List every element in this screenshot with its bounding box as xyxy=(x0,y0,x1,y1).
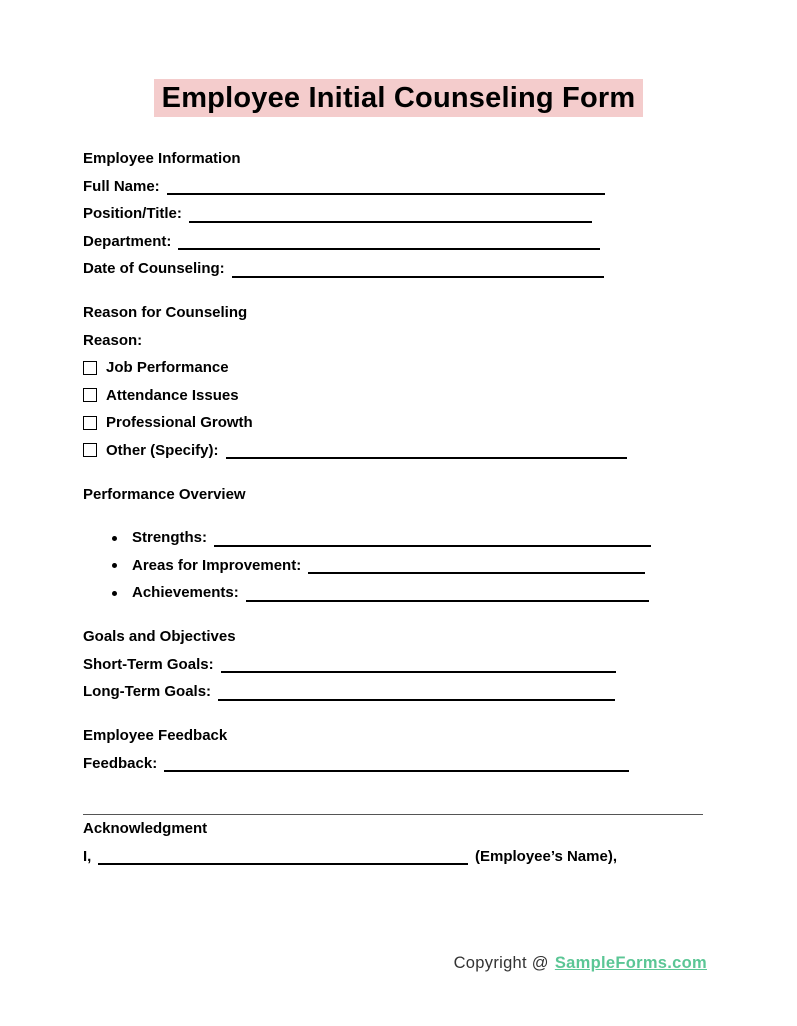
professional-growth-label: Professional Growth xyxy=(106,414,253,431)
sampleforms-link[interactable]: SampleForms.com xyxy=(554,954,707,972)
bullet-row-areas-for-improvement xyxy=(83,552,645,580)
checkbox-row-job-performance xyxy=(83,354,797,382)
reason-subheading: Reason: xyxy=(83,331,143,349)
strengths-label: Strengths: xyxy=(132,529,207,546)
bullet-icon xyxy=(112,591,117,596)
title-container xyxy=(0,0,797,117)
footer xyxy=(454,954,707,973)
bullet-row-achievements xyxy=(83,579,649,607)
field-row-long-term-goals xyxy=(83,678,615,706)
date-of-counseling-label: Date of Counseling: xyxy=(83,260,225,277)
strengths-blank[interactable] xyxy=(214,544,651,547)
bullet-icon xyxy=(112,536,117,541)
areas-for-improvement-blank[interactable] xyxy=(308,571,645,574)
feedback-label: Feedback: xyxy=(83,754,158,772)
attendance-issues-label: Attendance Issues xyxy=(106,386,239,404)
field-row-short-term-goals xyxy=(83,651,616,679)
job-performance-label: Job Performance xyxy=(106,359,229,376)
checkbox-row-attendance-issues xyxy=(83,382,797,410)
professional-growth-checkbox[interactable] xyxy=(83,416,97,430)
full-name-blank[interactable] xyxy=(167,192,605,195)
achievements-label: Achievements: xyxy=(132,584,239,601)
field-row-department xyxy=(83,228,600,256)
field-row-position-title xyxy=(83,200,592,228)
employee-name-blank[interactable] xyxy=(98,862,468,865)
date-of-counseling-blank[interactable] xyxy=(232,275,604,278)
acknowledgment-prefix: I, xyxy=(83,847,92,865)
field-row-date-of-counseling xyxy=(83,255,604,283)
attendance-issues-checkbox[interactable] xyxy=(83,388,97,402)
field-row-feedback xyxy=(83,750,629,778)
bullet-icon xyxy=(112,563,117,568)
checkbox-row-other-specify xyxy=(83,437,627,465)
achievements-blank[interactable] xyxy=(246,599,649,602)
acknowledgment-row xyxy=(83,843,617,871)
other-specify-blank[interactable] xyxy=(226,456,627,459)
long-term-goals-label: Long-Term Goals: xyxy=(83,683,212,700)
form-body xyxy=(0,145,797,870)
section-heading-acknowledgment: Acknowledgment xyxy=(83,820,208,837)
other-specify-label: Other (Specify): xyxy=(106,441,219,459)
section-heading-goals-and-objectives: Goals and Objectives xyxy=(83,628,236,645)
full-name-label: Full Name: xyxy=(83,177,160,195)
job-performance-checkbox[interactable] xyxy=(83,361,97,375)
other-checkbox[interactable] xyxy=(83,443,97,457)
field-row-full-name xyxy=(83,173,605,201)
checkbox-row-professional-growth xyxy=(83,409,797,437)
section-heading-employee-feedback: Employee Feedback xyxy=(83,727,228,744)
position-title-blank[interactable] xyxy=(189,220,592,223)
short-term-goals-label: Short-Term Goals: xyxy=(83,655,214,673)
short-term-goals-blank[interactable] xyxy=(221,670,616,673)
department-blank[interactable] xyxy=(178,247,600,250)
section-heading-performance-overview: Performance Overview xyxy=(83,485,246,503)
form-title: Employee Initial Counseling Form xyxy=(154,79,644,117)
position-title-label: Position/Title: xyxy=(83,205,182,222)
department-label: Department: xyxy=(83,232,172,250)
acknowledgment-suffix: (Employee’s Name), xyxy=(475,847,617,865)
areas-for-improvement-label: Areas for Improvement: xyxy=(132,556,302,574)
section-heading-employee-information: Employee Information xyxy=(83,150,241,167)
bullet-row-strengths xyxy=(83,524,651,552)
copyright-text: Copyright @ xyxy=(453,954,549,972)
long-term-goals-blank[interactable] xyxy=(218,698,615,701)
feedback-blank[interactable] xyxy=(164,769,629,772)
section-heading-reason-for-counseling: Reason for Counseling xyxy=(83,304,248,321)
